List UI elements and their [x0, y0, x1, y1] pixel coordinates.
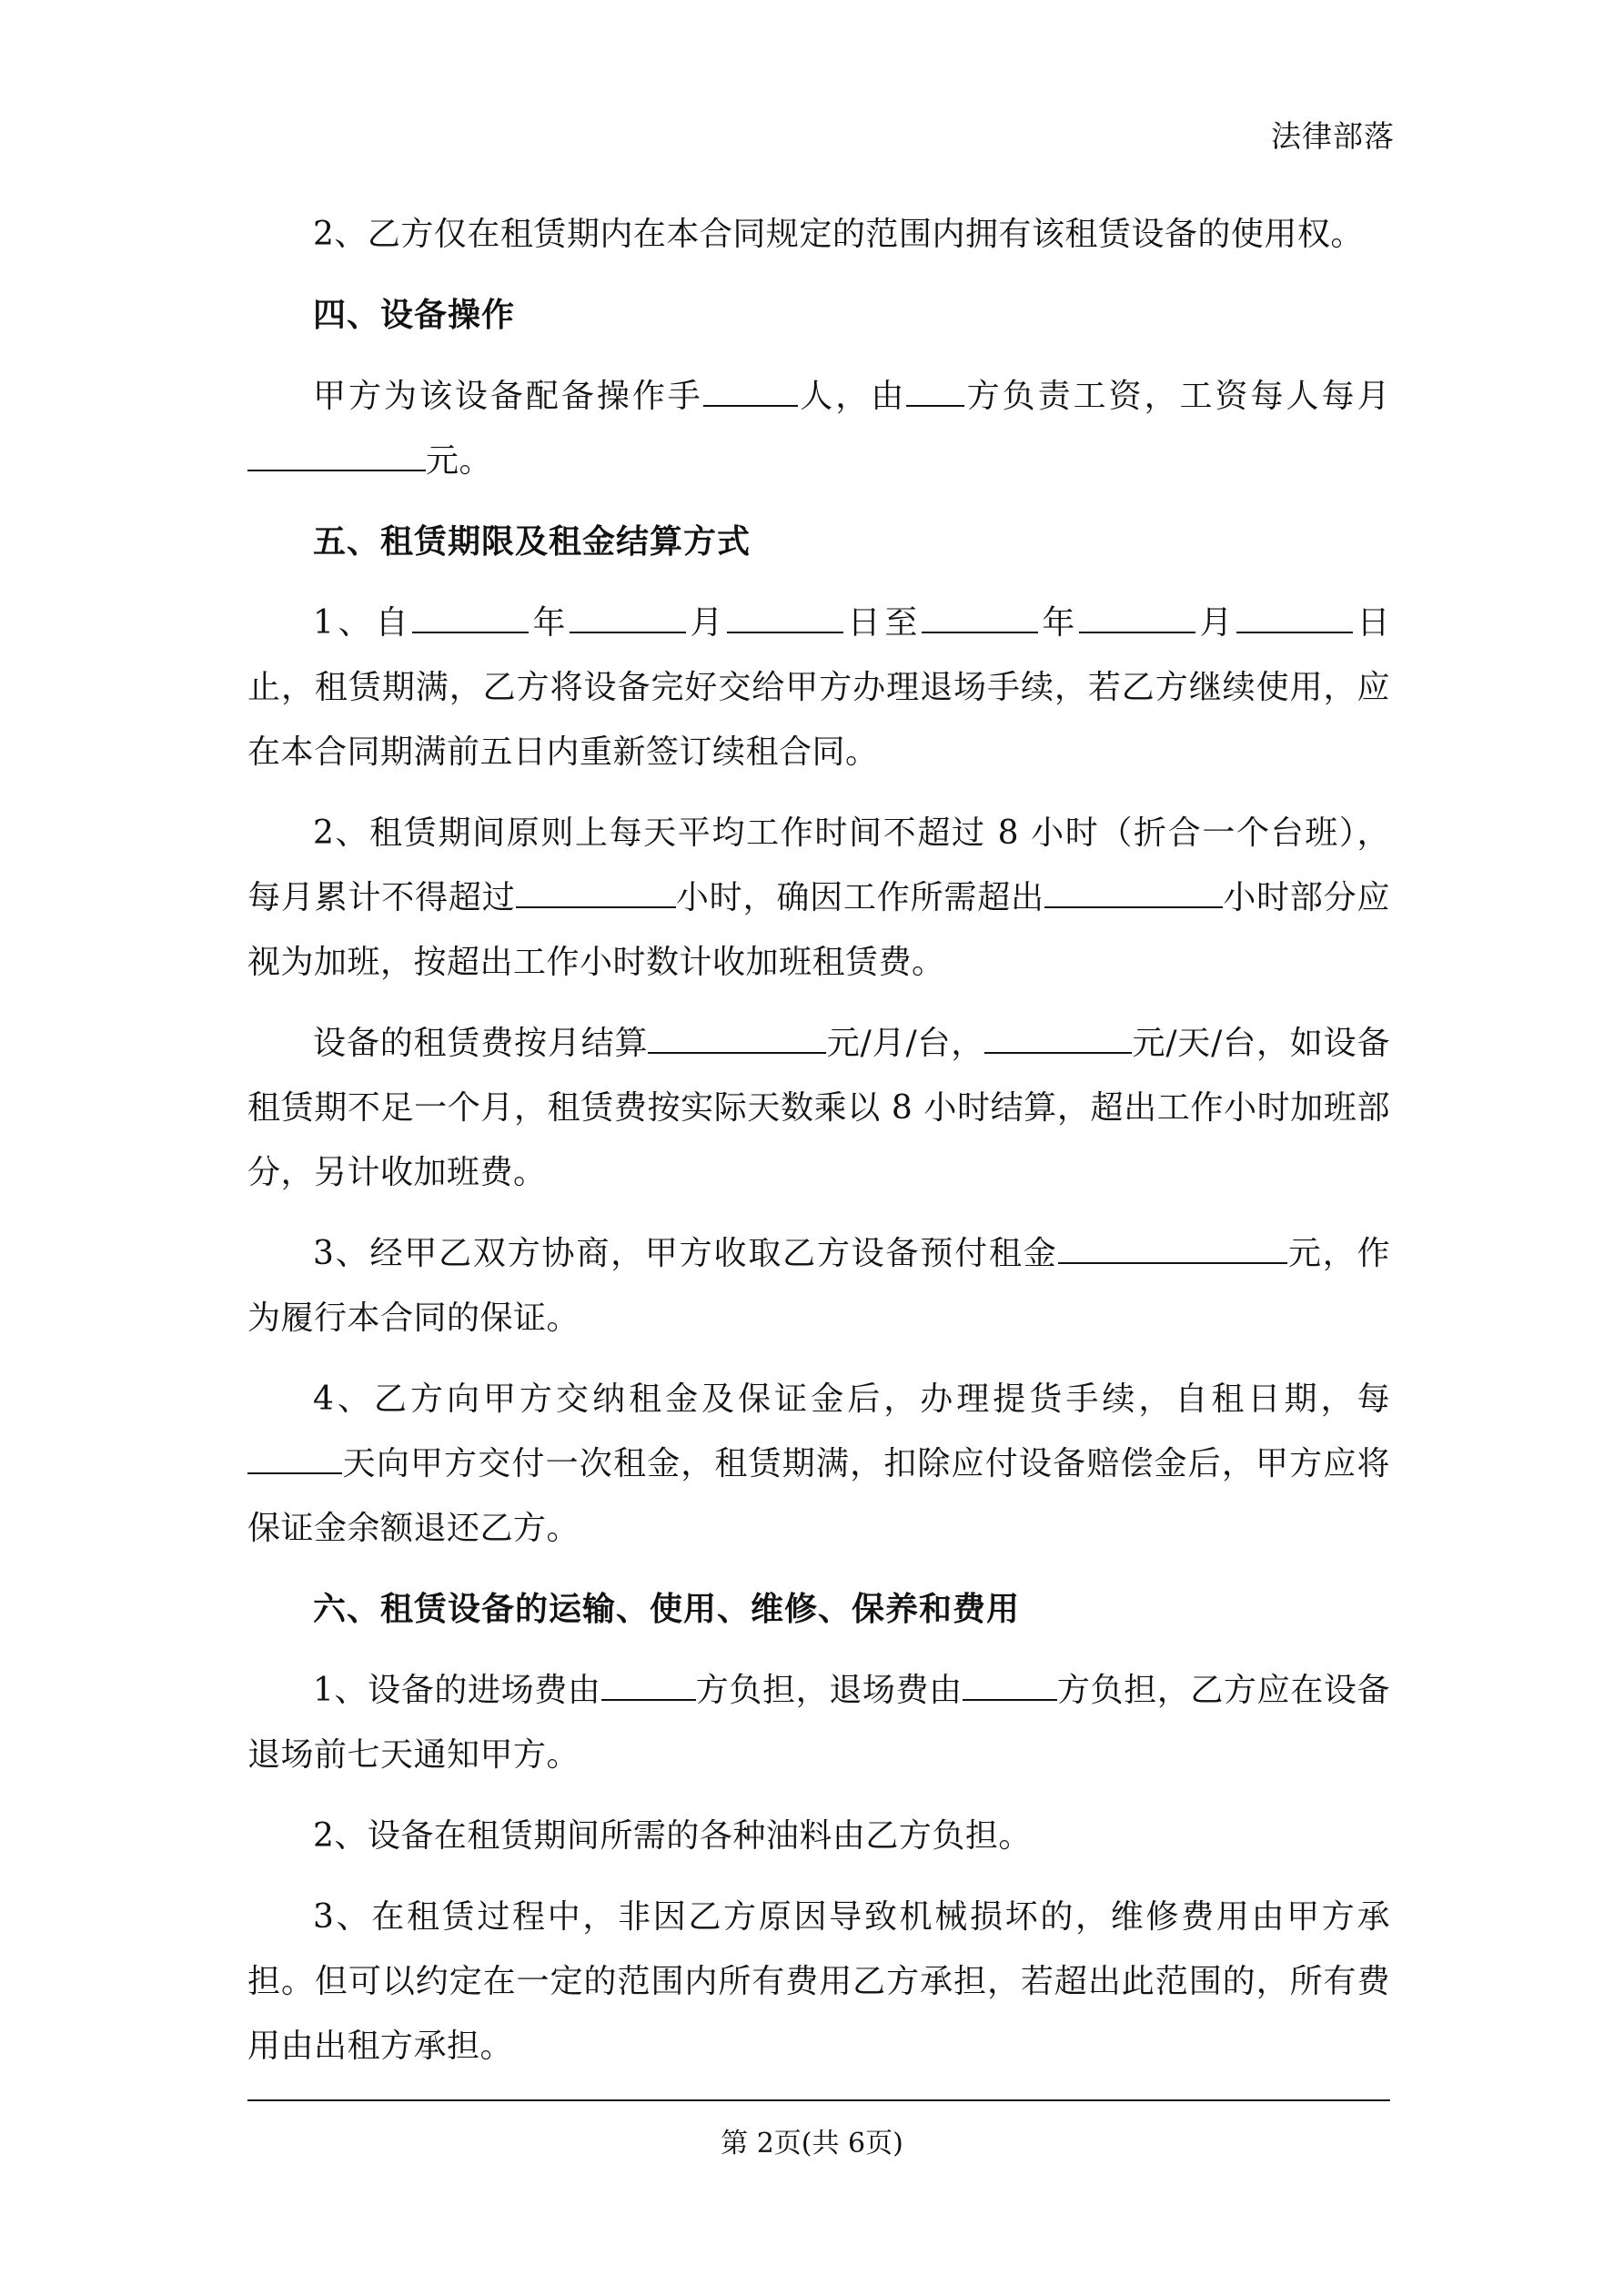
blank-monthly-hours[interactable]	[516, 877, 676, 908]
clause-6-2: 2、设备在租赁期间所需的各种油料由乙方负担。	[313, 1817, 1032, 1855]
blank-end-month[interactable]	[1079, 602, 1195, 633]
blank-entry-fee-party[interactable]	[601, 1670, 696, 1701]
blank-daily-fee[interactable]	[984, 1023, 1132, 1054]
blank-end-day[interactable]	[1236, 602, 1353, 633]
blank-wage-amount-b[interactable]	[335, 440, 426, 471]
blank-operator-count[interactable]	[703, 376, 798, 407]
clause-5-2: 2、租赁期间原则上每天平均工作时间不超过 8 小时（折合一个台班），每月累计不得超过 小时，确因工作所需超出 小时部分应视为加班，按超出工作小时数计收加班租赁费。	[247, 814, 1390, 981]
blank-monthly-fee[interactable]	[648, 1023, 826, 1054]
blank-start-day[interactable]	[727, 602, 843, 633]
section-heading-6: 六、租赁设备的运输、使用、维修、保养和费用	[313, 1590, 1021, 1628]
blank-start-year[interactable]	[412, 602, 529, 633]
clause-6-1: 1、设备的进场费由 方负担，退场费由 方负担，乙方应在设备退场前七天通知甲方。	[247, 1672, 1390, 1774]
blank-wage-party[interactable]	[906, 376, 964, 407]
blank-payment-days[interactable]	[247, 1443, 342, 1474]
blank-start-month[interactable]	[570, 602, 686, 633]
blank-exit-fee-party[interactable]	[963, 1670, 1057, 1701]
clause-5-1: 1、自 年 月 日至 年 月 日止，租赁期满，乙方将设备完好交给甲方办理退场手续，若乙方继续使用，应在本合同期满前五日内重新签订续租合同。	[247, 604, 1390, 771]
blank-end-year[interactable]	[922, 602, 1038, 633]
document-body	[247, 202, 1390, 2079]
header-brand: 法律部落	[1271, 118, 1395, 154]
clause-operator: 甲方为该设备配备操作手 人，由 方负责工资，工资每人每月元。	[247, 364, 1390, 493]
clause-5-4: 4、乙方向甲方交纳租金及保证金后，办理提货手续，自租日期，每天向甲方交付一次租金，租赁期满，扣除应付设备赔偿金后，甲方应将保证金余额退还乙方。	[247, 1381, 1390, 1547]
blank-overtime-hours[interactable]	[1044, 877, 1223, 908]
blank-prepaid-rent[interactable]	[1058, 1233, 1287, 1264]
clause-5-3: 3、经甲乙双方协商，甲方收取乙方设备预付租金 元，作为履行本合同的保证。	[247, 1235, 1390, 1337]
section-heading-5: 五、租赁期限及租金结算方式	[313, 522, 751, 561]
section-heading-4: 四、设备操作	[313, 296, 516, 334]
blank-wage-amount-a[interactable]	[247, 440, 335, 471]
clause-rental-fee: 设备的租赁费按月结算 元/月/台， 元/天/台，如设备租赁期不足一个月，租赁费按实际天数乘以 8 小时结算，超出工作小时加班部分，另计收加班费。	[247, 1025, 1390, 1191]
clause-6-3: 3、在租赁过程中，非因乙方原因导致机械损坏的，维修费用由甲方承担。但可以约定在一定的范围内所有费用乙方承担，若超出此范围的，所有费用由出租方承担。	[247, 1898, 1390, 2065]
footer-divider	[247, 2099, 1390, 2101]
page-number: 第 2页(共 6页)	[721, 2128, 903, 2159]
clause-3-2: 2、乙方仅在租赁期内在本合同规定的范围内拥有该租赁设备的使用权。	[313, 216, 1364, 253]
